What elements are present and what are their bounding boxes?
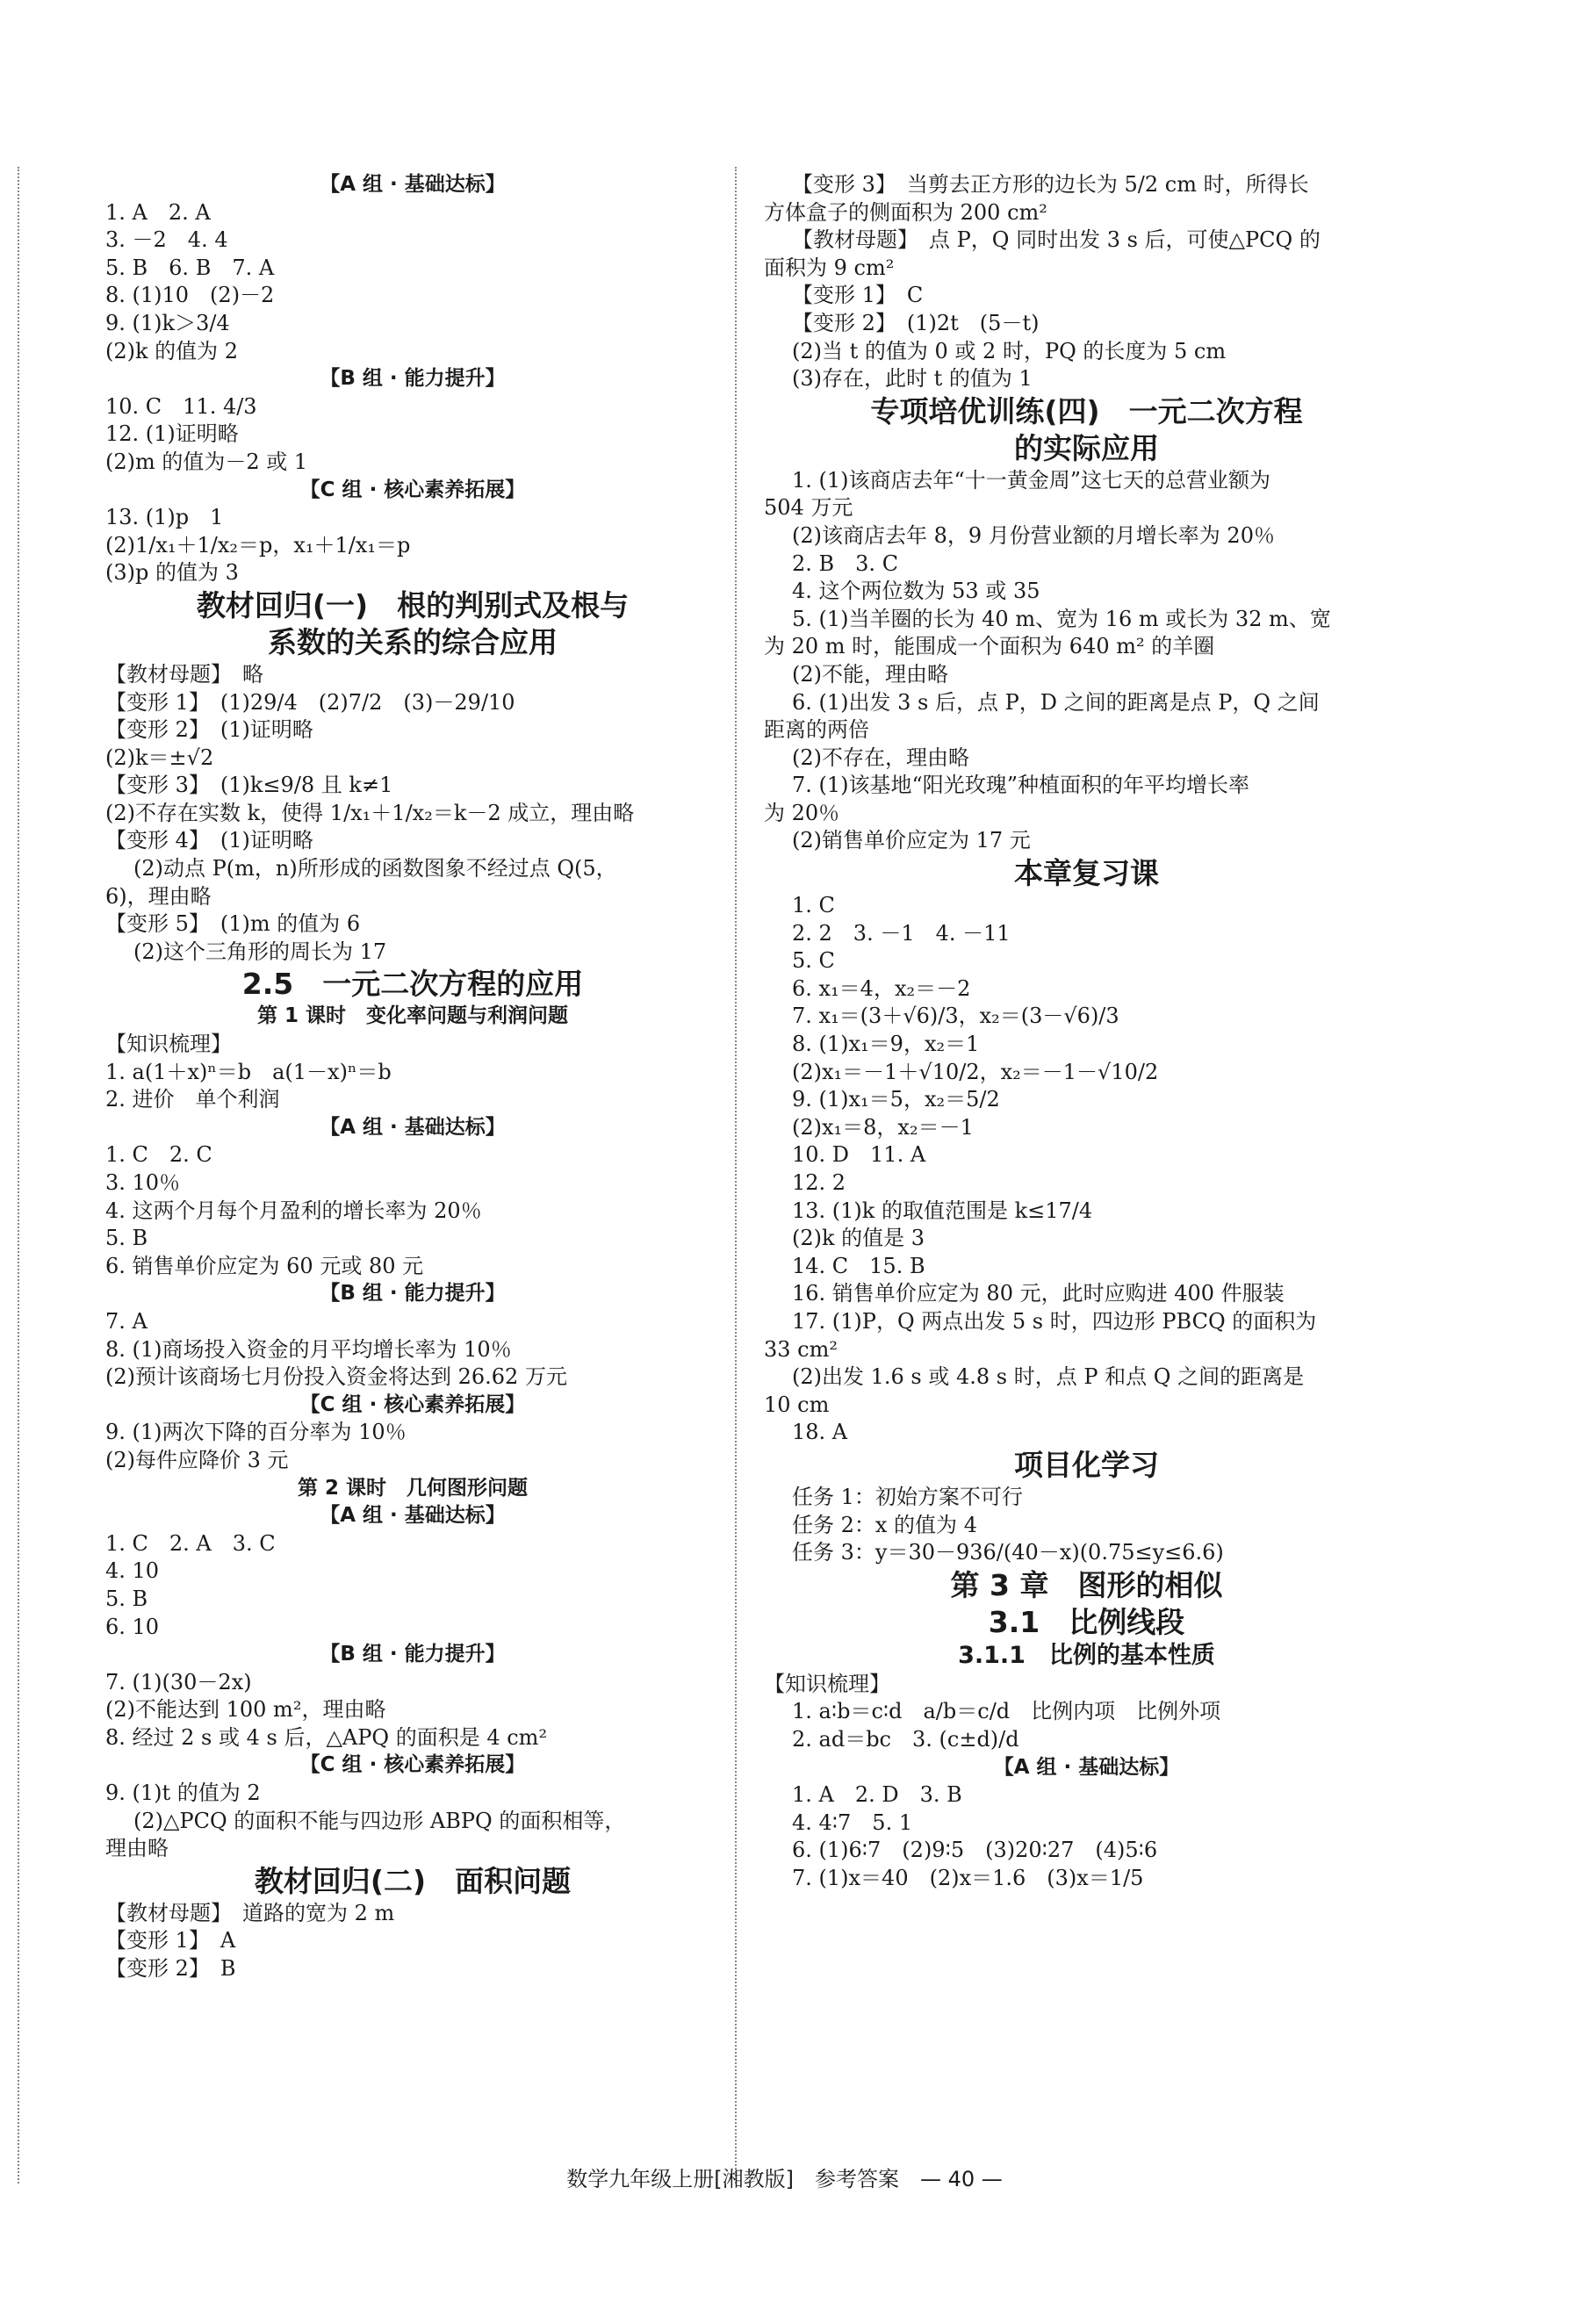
answer-line: (2)动点 P(m，n)所形成的函数图象不经过点 Q(5， (133, 856, 617, 881)
group-heading: 【B 组 · 能力提升】 (320, 1282, 506, 1306)
answer-line: 任务 1：初始方案不可行 (792, 1484, 1023, 1509)
answer-line: 6. 销售单价应定为 60 元或 80 元 (105, 1253, 424, 1278)
left-column (105, 171, 720, 1983)
section-heading: 教材回归(二) 面积问题 (254, 1863, 572, 1898)
answer-line: 5. B (105, 1226, 148, 1251)
group-heading: 【A 组 · 基础达标】 (320, 1504, 506, 1528)
answer-line: 8. (1)商场投入资金的月平均增长率为 10％ (105, 1336, 512, 1362)
answer-line: (2)x₁＝8，x₂＝－1 (792, 1114, 974, 1140)
group-heading: 【A 组 · 基础达标】 (993, 1755, 1180, 1779)
answer-line: (2)k＝±√2 (105, 745, 214, 770)
answer-line: (2)该商店去年 8，9 月份营业额的月增长率为 20％ (792, 522, 1275, 548)
answer-line: 6. x₁＝4，x₂＝－2 (792, 975, 971, 1001)
lesson-heading: 第 2 课时 几何图形问题 (297, 1476, 529, 1500)
answer-line: 7. (1)(30－2x) (105, 1669, 252, 1694)
section-heading: 系数的关系的综合应用 (268, 624, 558, 659)
answer-line: 7. (1)x＝40 (2)x＝1.6 (3)x＝1/5 (792, 1865, 1144, 1890)
answer-line: (2)不能达到 100 m²，理由略 (105, 1697, 386, 1723)
section-heading: 专项培优训练(四) 一元二次方程 (870, 393, 1303, 428)
answer-line: 8. 经过 2 s 或 4 s 后，△APQ 的面积是 4 cm² (105, 1724, 548, 1750)
group-heading: 【C 组 · 核心素养拓展】 (299, 1753, 526, 1777)
answer-line: 【知识梳理】 (764, 1671, 890, 1696)
answer-line: 1. C (792, 893, 835, 918)
answer-line: 6. (1)出发 3 s 后，点 P，D 之间的距离是点 P，Q 之间 (792, 689, 1320, 715)
answer-line: (3)p 的值为 3 (105, 560, 239, 586)
answer-line: 12. (1)证明略 (105, 421, 239, 447)
answer-line: 【变形 1】 C (792, 283, 924, 308)
answer-line: 4. 这两个月每个月盈利的增长率为 20％ (105, 1198, 482, 1223)
answer-line: (2)k 的值是 3 (792, 1226, 925, 1251)
answer-line: 2. ad＝bc 3. (c±d)/d (792, 1726, 1019, 1752)
answer-line: 任务 3：y＝30－936/(40－x)(0.75≤y≤6.6) (792, 1540, 1224, 1565)
answer-line: (2)k 的值为 2 (105, 338, 239, 363)
group-heading: 【C 组 · 核心素养拓展】 (299, 1392, 526, 1416)
answer-line: (2)不存在实数 k，使得 1/x₁＋1/x₂＝k－2 成立，理由略 (105, 800, 635, 825)
answer-line: 1. C 2. C (105, 1142, 212, 1168)
answer-line: 13. (1)p 1 (105, 505, 224, 530)
answer-line: 5. B 6. B 7. A (105, 255, 275, 280)
answer-line: 4. 10 (105, 1558, 160, 1584)
answer-line: 9. (1)两次下降的百分率为 10％ (105, 1420, 407, 1445)
answer-line: 2. B 3. C (792, 550, 899, 576)
answer-line: (3)存在，此时 t 的值为 1 (792, 366, 1033, 392)
answer-line: (2)1/x₁＋1/x₂＝p，x₁＋1/x₁＝p (105, 532, 411, 558)
answer-line: 18. A (792, 1420, 848, 1445)
column-divider (735, 167, 737, 2184)
answer-line: 【教材母题】 点 P，Q 同时出发 3 s 后，可使△PCQ 的 (792, 227, 1321, 253)
answer-line: 5. B (105, 1586, 148, 1611)
answer-line: 8. (1)10 (2)－2 (105, 283, 275, 308)
answer-line: 5. C (792, 948, 835, 974)
answer-line: (2)x₁＝－1＋√10/2，x₂＝－1－√10/2 (792, 1059, 1159, 1084)
answer-line: 12. 2 (792, 1170, 846, 1195)
answer-line: 【知识梳理】 (105, 1032, 232, 1057)
page-footer: 数学九年级上册[湘教版] 参考答案 — 40 — (566, 2167, 1003, 2191)
answer-line: 6. 10 (105, 1614, 160, 1639)
answer-line: 为 20％ (764, 800, 840, 825)
answer-line: 14. C 15. B (792, 1253, 925, 1278)
answer-line: 2. 进价 单个利润 (105, 1087, 280, 1112)
answer-line: (2)△PCQ 的面积不能与四边形 ABPQ 的面积相等， (133, 1808, 626, 1833)
answer-line: (2)每件应降价 3 元 (105, 1447, 289, 1472)
answer-line: 504 万元 (764, 495, 853, 521)
answer-line: 17. (1)P，Q 两点出发 5 s 时，四边形 PBCQ 的面积为 (792, 1308, 1317, 1334)
group-heading: 【C 组 · 核心素养拓展】 (299, 478, 526, 501)
answer-line: 9. (1)t 的值为 2 (105, 1781, 261, 1806)
lesson-heading: 第 1 课时 变化率问题与利润问题 (256, 1004, 569, 1028)
answer-line: 2. 2 3. －1 4. －11 (792, 920, 1011, 946)
answer-line: 为 20 m 时，能围成一个面积为 640 m² 的羊圈 (764, 634, 1215, 659)
answer-line: 【变形 3】 (1)k≤9/8 且 k≠1 (105, 773, 393, 798)
answer-line: 【变形 2】 (1)2t (5－t) (792, 310, 1040, 335)
answer-line: 3. 10％ (105, 1170, 181, 1195)
answer-line: 4. 4∶7 5. 1 (792, 1810, 913, 1835)
answer-line: 面积为 9 cm² (764, 255, 895, 280)
answer-line: (2)不能，理由略 (792, 661, 948, 687)
answer-line: 【教材母题】 略 (105, 661, 263, 687)
answer-line: (2)这个三角形的周长为 17 (133, 939, 387, 964)
answer-line: 1. C 2. A 3. C (105, 1530, 276, 1556)
answer-line: 10. C 11. 4/3 (105, 393, 257, 419)
answer-line: 3. －2 4. 4 (105, 227, 228, 253)
answer-line: 理由略 (105, 1836, 169, 1861)
answer-line: 方体盒子的侧面积为 200 cm² (764, 199, 1047, 225)
answer-line: 1. A 2. A (105, 199, 211, 225)
answer-line: 7. x₁＝(3＋√6)/3，x₂＝(3－√6)/3 (792, 1004, 1119, 1029)
group-heading: 【A 组 · 基础达标】 (320, 173, 506, 196)
section-heading: 的实际应用 (1014, 430, 1159, 465)
answer-line: 8. (1)x₁＝9，x₂＝1 (792, 1032, 980, 1057)
right-column (764, 171, 1409, 1892)
answer-line: 6. (1)6∶7 (2)9∶5 (3)20∶27 (4)5∶6 (792, 1838, 1158, 1863)
answer-line: 6)，理由略 (105, 883, 212, 909)
answer-line: 7. A (105, 1308, 148, 1334)
answer-line: 【变形 2】 B (105, 1956, 236, 1982)
answer-line: (2)销售单价应定为 17 元 (792, 828, 1031, 853)
answer-line: 1. A 2. D 3. B (792, 1782, 962, 1808)
section-heading: 3.1 比例线段 (988, 1604, 1185, 1639)
section-heading: 本章复习课 (1014, 856, 1159, 891)
answer-line: 【变形 3】 当剪去正方形的边长为 5/2 cm 时，所得长 (792, 172, 1309, 197)
answer-line: 1. (1)该商店去年“十一黄金周”这七天的总营业额为 (792, 467, 1271, 493)
answer-line: (2)不存在，理由略 (792, 745, 969, 770)
answer-line: 33 cm² (764, 1336, 838, 1362)
left-margin-rule (18, 167, 19, 2184)
section-heading: 第 3 章 图形的相似 (950, 1567, 1223, 1602)
answer-line: 【教材母题】 道路的宽为 2 m (105, 1900, 395, 1925)
subsection-heading: 3.1.1 比例的基本性质 (958, 1641, 1215, 1669)
answer-line: 13. (1)k 的取值范围是 k≤17/4 (792, 1198, 1093, 1223)
group-heading: 【A 组 · 基础达标】 (320, 1115, 506, 1139)
answer-line: (2)预计该商场七月份投入资金将达到 26.62 万元 (105, 1364, 567, 1390)
answer-line: 距离的两倍 (764, 717, 869, 743)
section-heading: 项目化学习 (1014, 1447, 1159, 1482)
answer-line: (2)出发 1.6 s 或 4.8 s 时，点 P 和点 Q 之间的距离是 (792, 1364, 1305, 1390)
section-heading: 教材回归(一) 根的判别式及根与 (196, 587, 630, 622)
answer-line: (2)当 t 的值为 0 或 2 时，PQ 的长度为 5 cm (792, 338, 1227, 363)
answer-line: 1. a∶b＝c∶d a/b＝c/d 比例内项 比例外项 (792, 1699, 1221, 1724)
answer-line: 【变形 5】 (1)m 的值为 6 (105, 911, 361, 937)
answer-line: 1. a(1＋x)ⁿ＝b a(1－x)ⁿ＝b (105, 1059, 392, 1084)
answer-line: 任务 2：x 的值为 4 (792, 1512, 977, 1537)
answer-line: (2)m 的值为－2 或 1 (105, 449, 308, 474)
answer-line: 4. 这个两位数为 53 或 35 (792, 579, 1040, 604)
answer-line: 16. 销售单价应定为 80 元，此时应购进 400 件服装 (792, 1281, 1285, 1306)
answer-line: 5. (1)当羊圈的长为 40 m、宽为 16 m 或长为 32 m、宽 (792, 606, 1331, 631)
group-heading: 【B 组 · 能力提升】 (320, 367, 506, 391)
answer-line: 【变形 4】 (1)证明略 (105, 828, 313, 853)
answer-line: 9. (1)x₁＝5，x₂＝5/2 (792, 1087, 1000, 1112)
answer-line: 10 cm (764, 1392, 830, 1417)
answer-line: 【变形 1】 A (105, 1928, 236, 1953)
answer-line: 【变形 1】 (1)29/4 (2)7/2 (3)－29/10 (105, 689, 515, 715)
answer-line: 10. D 11. A (792, 1142, 926, 1168)
answer-line: 9. (1)k＞3/4 (105, 310, 230, 335)
answer-line: 【变形 2】 (1)证明略 (105, 717, 313, 743)
section-heading: 2.5 一元二次方程的应用 (241, 967, 584, 1002)
answer-line: 7. (1)该基地“阳光玫瑰”种植面积的年平均增长率 (792, 773, 1250, 798)
group-heading: 【B 组 · 能力提升】 (320, 1643, 506, 1666)
